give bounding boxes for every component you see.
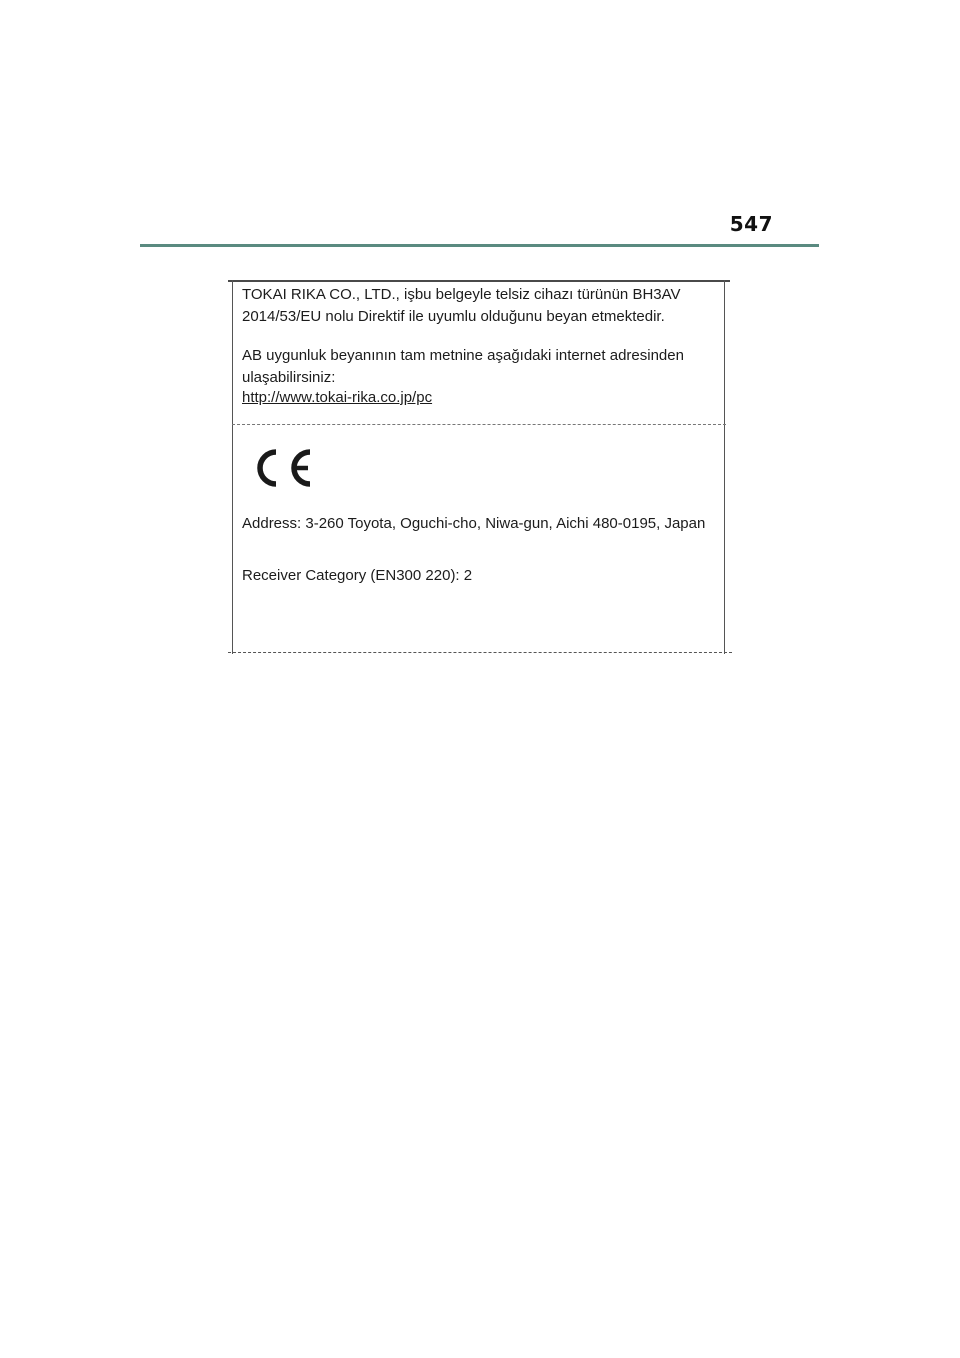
box-top-border: [228, 280, 730, 282]
declaration-line-2: 2014/53/EU nolu Direktif ile uyumlu olduğunu beyan etmektedir.: [242, 308, 665, 325]
box-bottom-border: [228, 652, 732, 653]
declaration-url-link[interactable]: http://www.tokai-rika.co.jp/pc: [242, 389, 433, 406]
manufacturer-address: Address: 3-260 Toyota, Oguchi-cho, Niwa-gun, Aichi 480-0195, Japan: [242, 515, 706, 532]
declaration-line-3: AB uygunluk beyanının tam metnine aşağıdaki internet adresinden: [242, 347, 684, 364]
declaration-line-4: ulaşabilirsiniz:: [242, 369, 336, 386]
header-rule: [140, 244, 819, 247]
page-number: 547: [729, 212, 773, 236]
box-left-border: [232, 280, 233, 654]
box-right-border: [724, 280, 725, 654]
receiver-category: Receiver Category (EN300 220): 2: [242, 567, 473, 584]
declaration-box: [232, 280, 726, 654]
box-divider: [232, 424, 726, 425]
ce-mark-icon: [250, 446, 314, 490]
declaration-line-1: TOKAI RIKA CO., LTD., işbu belgeyle telsiz cihazı türünün BH3AV: [242, 286, 681, 303]
